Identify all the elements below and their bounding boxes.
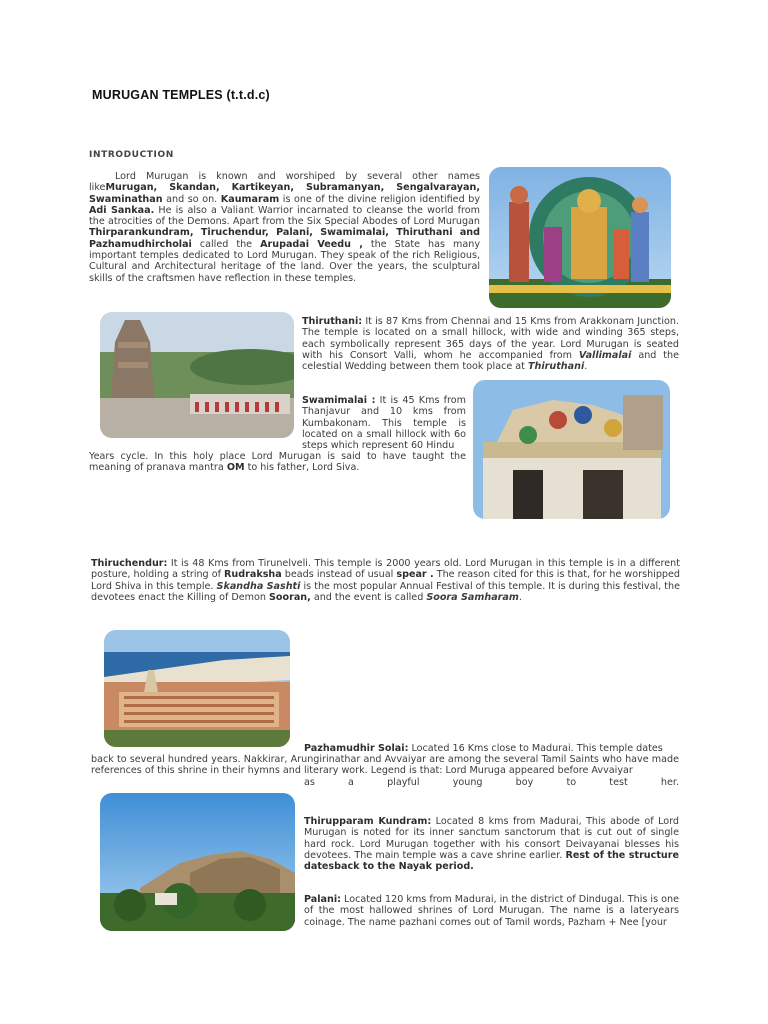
swamimalai-paragraph-continued: Years cycle. In this holy place Lord Murugan is said to have taught the meaning of pranava mantra OM to his father, Lord Siva. [89,451,466,474]
thirupparam-kundram-paragraph: Thirupparam Kundram: Located 8 kms from Madurai, This abode of Lord Murugan is noted for its inner sanctum sanctorum that is cut out of single hard rock. Lord Murugan together with his consort Deivayanai blesses his devotees. The main temple was a cave shrine earlier. Rest of the structure datesback to the Nayak period. [304,816,680,873]
thiruchendur-paragraph: Thiruchendur: It is 48 Kms from Tirunelveli. This temple is 2000 years old. Lord Murugan in this temple is in a different posture, holding a string of Rudraksha beads instead of usual spear . The reason cited for this is that, for he worshipped Lord Shiva in this temple. Skandha Sashti is the most popular Annual Festival of this temple. It is during this festival, the devotees enact the Killing of Demon Sooran, and the event is called Soora Samharam. [91,558,680,603]
introduction-heading: INTRODUCTION [89,150,174,160]
swamimalai-paragraph: Swamimalai : It is 45 Kms from Thanjavur and 10 kms from Kumbakonam. This temple is located on a small hillock with 6o steps which represent 60 Hindu [302,395,467,452]
page-title: MURUGAN TEMPLES (t.t.d.c) [92,88,270,102]
intro-paragraph: Lord Murugan is known and worshiped by several other names likeMurugan, Skandan, Kartikeyan, Subramanyan, Sengalvarayan, Swaminathan and so on. Kaumaram is one of the divine religion identified by Adi Sankaa. He is also a Valiant Warrior incarnated to cleanse the world from the atrocities of the Demons. Apart from the Six Special Abodes of Lord Murugan Thirparankundram, Tiruchendur, Palani, Swamimalai, Thiruthani and Pazhamudhircholai called the Arupadai Veedu , the State has many important temples dedicated to Lord Murugan. They speak of the rich Religious, Cultural and Architectural heritage of the land. Over the years, the sculptural skills of the craftsmen have reflection in these temples. [89,171,481,284]
thiruthani-temple-image [100,312,294,438]
pazhamudhir-solai-paragraph-continued: back to several hundred years. Nakkirar, Arungirinathar and Avvaiyar are among the several Tamil Saints who have made references of this shrine in their hymns and literary work. Legend is that: Lord Muruga appeared before Avvaiyar [91,754,679,777]
murugan-sculpture-image [489,167,671,308]
thiruchendur-temple-image [104,630,290,747]
pazhamudhir-solai-last-line: as a playful young boy to test her. [304,777,679,788]
thirupparam-kundram-hill-image [100,793,295,931]
pazhamudhir-solai-paragraph: Pazhamudhir Solai: Located 16 Kms close to Madurai. This temple dates [304,743,663,754]
palani-paragraph: Palani: Located 120 kms from Madurai, in the district of Dindugal. This is one of the most hallowed shrines of Lord Murugan. The name is a lateryears coinage. The name pazhani comes out of Tamil words, Pazham + Nee [your [304,894,679,928]
thiruthani-paragraph: Thiruthani: It is 87 Kms from Chennai and 15 Kms from Arakkonam Junction. The temple is located on a small hillock, with wide and winding 365 steps, each symbolically represent 365 days of the year. Lord Murugan is seated with his Consort Valli, whom he accompanied from Vallimalai and the celestial Wedding between them took place at Thiruthani. [302,316,679,373]
swamimalai-temple-image [473,380,670,519]
